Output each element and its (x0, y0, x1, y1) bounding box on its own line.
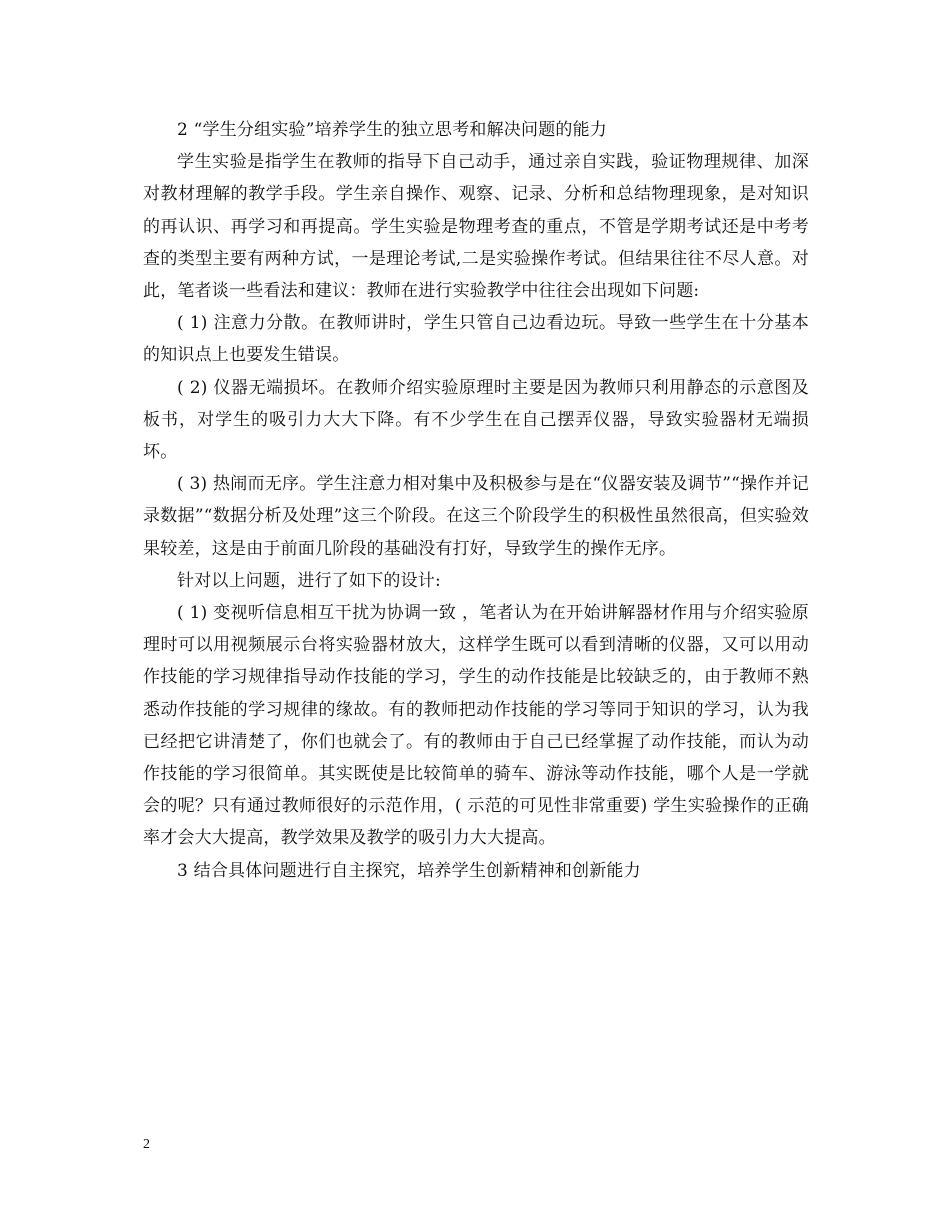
section-heading-3: 3 结合具体问题进行自主探究，培养学生创新精神和创新能力 (177, 860, 641, 881)
paragraph-intro: 学生实验是指学生在教师的指导下自己动手，通过亲自实践，验证物理规律、加深对教材理解的教学手段。学生亲自操作、观察、记录、分析和总结物理现象，是对知识的再认识、再学习和再提高。学生实验是物理考查的重点，不管是学期考试还是中考考查的类型主要有两种方试，一是理论考试,二是实验操作考试。但结果往往不尽人意。对此，笔者谈一些看法和建议：教师在进行实验教学中往往会出现如下问题: (143, 152, 809, 302)
problem-item-2: ( 2) 仪器无端损坏。在教师介绍实验原理时主要是因为教师只利用静态的示意图及板书，对学生的吸引力大大下降。有不少学生在自己摆弄仪器，导致实验器材无端损坏。 (143, 377, 809, 463)
section-heading-2: 2 “学生分组实验”培养学生的独立思考和解决问题的能力 (177, 120, 608, 140)
body-text (143, 114, 809, 887)
page-number: 2 (143, 1137, 150, 1152)
design-item-1: ( 1) 变视听信息相互干扰为协调一致 ，笔者认为在开始讲解器材作用与介绍实验原理时可以用视频展示台将实验器材放大，这样学生既可以看到清晰的仪器，又可以用动作技能的学习规律指导动作技能的学习，学生的动作技能是比较缺乏的，由于教师不熟悉动作技能的学习规律的缘故。有的教师把动作技能的学习等同于知识的学习，认为我已经把它讲清楚了，你们也就会了。有的教师由于自己已经掌握了动作技能，而认为动作技能的学习很简单。其实既使是比较简单的骑车、游泳等动作技能，哪个人是一学就会的呢？只有通过教师很好的示范作用，( 示范的可见性非常重要) 学生实验操作的正确率才会大大提高，教学效果及教学的吸引力大大提高。 (143, 603, 809, 849)
design-lead-in: 针对以上问题，进行了如下的设计: (177, 570, 441, 591)
problem-item-3: ( 3) 热闹而无序。学生注意力相对集中及积极参与是在“仪器安装及调节”“操作并记录数据”“数据分析及处理”这三个阶段。在这三个阶段学生的积极性虽然很高，但实验效果较差，这是由于前面几阶段的基础没有打好，导致学生的操作无序。 (143, 474, 809, 559)
problem-item-1: ( 1) 注意力分散。在教师讲时，学生只管自己边看边玩。导致一些学生在十分基本的知识点上也要发生错误。 (143, 313, 809, 366)
